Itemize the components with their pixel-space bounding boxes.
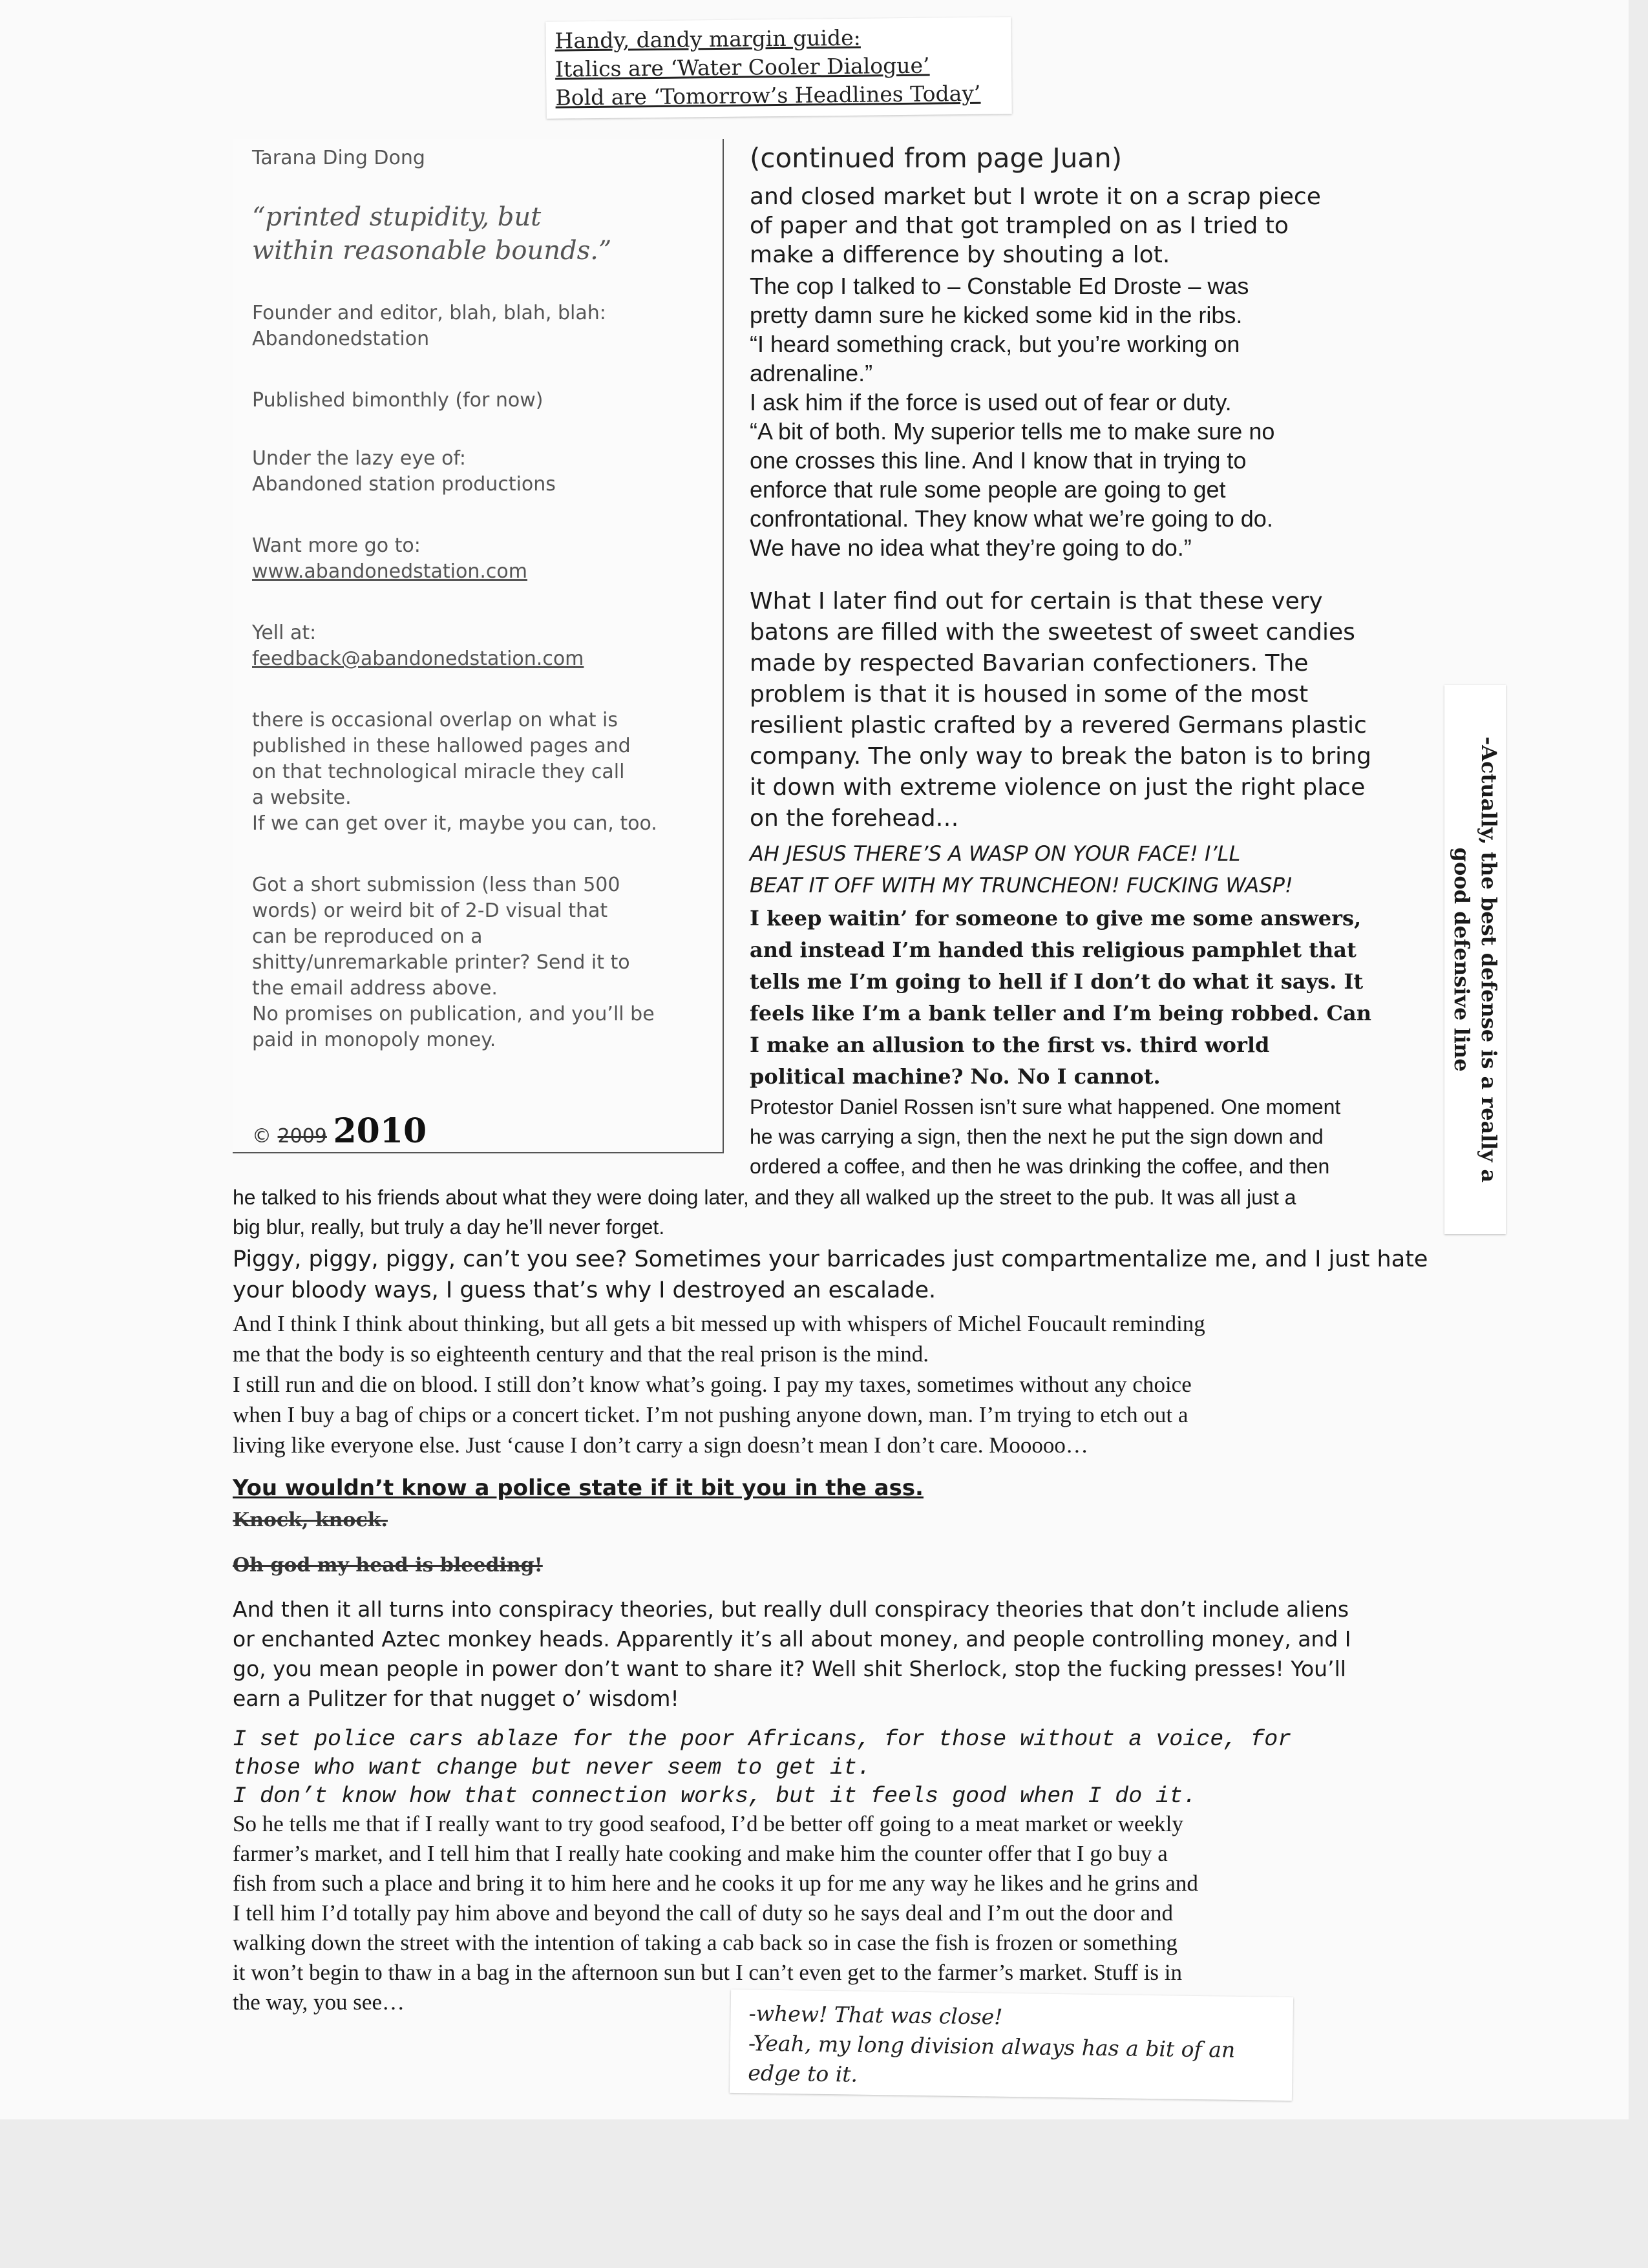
side-note-line-1: -Actually, the best defense is a really a [1476, 736, 1501, 1183]
article-col-e-headline [750, 903, 1415, 1093]
head-bleeding-struck: Oh god my head is bleeding! [233, 1554, 543, 1577]
article-col-d-shout [750, 838, 1415, 901]
masthead-tagline-1: “printed stupidity, but [252, 202, 542, 232]
col-b-line: “I heard something crack, but you’re working on [750, 331, 1240, 357]
section-g [233, 1244, 1428, 1306]
masthead-overlap-2: published in these hallowed pages and [252, 735, 631, 757]
section-h-line: And I think I think about thinking, but all gets a bit messed up with whispers of Michel Foucault reminding [233, 1311, 1205, 1336]
section-k-line: fish from such a place and bring it to him here and he cooks it up for me any way he likes and he grins and [233, 1871, 1198, 1896]
col-e-line: I make an allusion to the first vs. third world [750, 1033, 1270, 1057]
col-e-line: tells me I’m going to hell if I don’t do what it says. It [750, 969, 1364, 994]
margin-guide-scrap [545, 17, 1012, 119]
col-b-line: pretty damn sure he kicked some kid in the ribs. [750, 302, 1243, 328]
section-f2-line: big blur, really, but truly a day he’ll never forget. [233, 1215, 665, 1239]
col-b-line: The cop I talked to – Constable Ed Droste – was [750, 273, 1249, 299]
margin-guide-bold: Bold are ‘Tomorrow’s Headlines Today’ [555, 80, 981, 110]
masthead-yell-label: Yell at: [252, 622, 317, 644]
masthead-overlap-1: there is occasional overlap on what is [252, 709, 618, 731]
section-k-line: walking down the street with the intention of taking a cab back so in case the fish is frozen or something [233, 1930, 1178, 1955]
masthead-lazy-2: Abandoned station productions [252, 473, 556, 496]
margin-guide-italics: Italics are ‘Water Cooler Dialogue’ [555, 52, 930, 82]
police-state-line [233, 1473, 1415, 1503]
side-note-strip [1444, 685, 1506, 1234]
whew-line-2: -Yeah, my long division always has a bit of an [748, 2030, 1236, 2063]
masthead-submission-3: can be reproduced on a [252, 925, 483, 948]
col-b-line: I ask him if the force is used out of fear or duty. [750, 389, 1232, 415]
section-k-line: So he tells me that if I really want to try good seafood, I’d be better off going to a meat market or weekly [233, 1811, 1183, 1836]
article-col-c [750, 586, 1415, 834]
section-k-line: the way, you see… [233, 1990, 405, 2015]
whew-note-scrap [730, 1990, 1293, 2101]
col-d-line: AH JESUS THERE’S A WASP ON YOUR FACE! I’LL [750, 841, 1241, 866]
col-a-line: of paper and that got trampled on as I tried to [750, 213, 1289, 239]
col-f-line: he was carrying a sign, then the next he put the sign down and [750, 1125, 1324, 1148]
col-f-line: Protestor Daniel Rossen isn’t sure what happened. One moment [750, 1095, 1341, 1118]
col-c-line: company. The only way to break the baton is to bring [750, 743, 1371, 770]
side-note-line-2: good defensive line [1449, 847, 1474, 1072]
col-c-line: it down with extreme violence on just the right place [750, 774, 1366, 801]
section-f2 [233, 1182, 1415, 1242]
side-note-text [1448, 695, 1503, 1224]
col-b-line: one crosses this line. And I know that in trying to [750, 447, 1247, 474]
section-i-line: earn a Pulitzer for that nugget o’ wisdom! [233, 1686, 679, 1711]
col-b-line: enforce that rule some people are going to get [750, 476, 1226, 503]
masthead-name: Tarana Ding Dong [252, 147, 425, 169]
masthead-email-link[interactable]: feedback@abandonedstation.com [252, 647, 584, 670]
article-col-f [750, 1092, 1415, 1181]
knock-knock-struck: Knock, knock. [233, 1509, 388, 1531]
section-i-line: or enchanted Aztec monkey heads. Apparently it’s all about money, and people controlling money, and I [233, 1626, 1351, 1652]
col-c-line: What I later find out for certain is that these very [750, 588, 1323, 614]
masthead-submission-6: No promises on publication, and you’ll be [252, 1003, 655, 1025]
masthead-founder-1: Founder and editor, blah, blah, blah: [252, 302, 606, 324]
masthead-box [233, 139, 724, 1153]
masthead-submission-7: paid in monopoly money. [252, 1029, 496, 1051]
section-j-line: I don’t know how that connection works, but it feels good when I do it. [233, 1783, 1197, 1809]
continued-title: (continued from page Juan) [750, 142, 1123, 174]
margin-guide-title: Handy, dandy margin guide: [555, 25, 861, 54]
whew-line-3: edge to it. [748, 2060, 858, 2087]
col-b-line: confrontational. They know what we’re going to do. [750, 505, 1273, 532]
section-i-line: And then it all turns into conspiracy theories, but really dull conspiracy theories that don’t include aliens [233, 1597, 1349, 1622]
masthead-overlap-5: If we can get over it, maybe you can, too. [252, 812, 657, 835]
police-state-text: You wouldn’t know a police state if it bit you in the ass. [233, 1475, 924, 1501]
masthead-founder-2: Abandonedstation [252, 328, 430, 350]
col-e-line: feels like I’m a bank teller and I’m being robbed. Can [750, 1001, 1371, 1025]
section-k-line: it won’t begin to thaw in a bag in the afternoon sun but I can’t even get to the farmer’s market. Stuff is in [233, 1960, 1183, 1985]
col-b-line: adrenaline.” [750, 360, 873, 386]
masthead-submission-2: words) or weird bit of 2-D visual that [252, 899, 608, 922]
masthead-tagline-2: within reasonable bounds.” [252, 236, 612, 266]
section-k-line: I tell him I’d totally pay him above and beyond the call of duty so he says deal and I’m out the door and [233, 1900, 1174, 1926]
section-i-line: go, you mean people in power don’t want to share it? Well shit Sherlock, stop the fucking presses! You’ll [233, 1656, 1346, 1681]
col-c-line: on the forehead… [750, 805, 959, 832]
col-a-line: and closed market but I wrote it on a scrap piece [750, 184, 1321, 210]
section-h-line: when I buy a bag of chips or a concert ticket. I’m not pushing anyone down, man. I’m trying to etch out a [233, 1402, 1188, 1427]
section-j [233, 1725, 1415, 1811]
masthead-overlap-3: on that technological miracle they call [252, 761, 625, 783]
section-h-line: I still run and die on blood. I still don’t know what’s going. I pay my taxes, sometimes without any choice [233, 1372, 1192, 1397]
masthead-overlap-4: a website. [252, 786, 352, 809]
masthead-lazy-1: Under the lazy eye of: [252, 447, 467, 470]
copyright-symbol: © [252, 1125, 271, 1148]
masthead-submission-5: the email address above. [252, 977, 498, 1000]
col-c-line: batons are filled with the sweetest of sweet candies [750, 619, 1355, 646]
section-h-line: living like everyone else. Just ‘cause I don’t carry a sign doesn’t mean I don’t care. Mooooo… [233, 1433, 1088, 1458]
section-h [233, 1308, 1415, 1460]
section-k [233, 1809, 1415, 2017]
col-e-line: I keep waitin’ for someone to give me some answers, [750, 906, 1362, 930]
section-j-line: I set police cars ablaze for the poor Africans, for those without a voice, for [233, 1727, 1292, 1752]
section-k-line: farmer’s market, and I tell him that I really hate cooking and make him the counter offer that I go buy a [233, 1841, 1168, 1866]
col-c-line: problem is that it is housed in some of the most [750, 681, 1309, 708]
section-h-line: me that the body is so eighteenth century and that the real prison is the mind. [233, 1341, 929, 1367]
section-g-line: your bloody ways, I guess that’s why I destroyed an escalade. [233, 1277, 936, 1303]
masthead-submission-1: Got a short submission (less than 500 [252, 874, 620, 896]
copyright-old-year: 2009 [277, 1125, 327, 1148]
col-d-line: BEAT IT OFF WITH MY TRUNCHEON! FUCKING WASP! [750, 873, 1293, 898]
section-j-line: those who want change but never seem to get it. [233, 1755, 871, 1781]
masthead-website-link[interactable]: www.abandonedstation.com [252, 560, 527, 583]
col-c-line: made by respected Bavarian confectioners. The [750, 650, 1309, 677]
copyright-new-year: 2010 [333, 1111, 427, 1151]
copyright-line [252, 1111, 427, 1151]
section-f2-line: he talked to his friends about what they were doing later, and they all walked up the street to the pub. It was all just a [233, 1186, 1296, 1209]
col-c-line: resilient plastic crafted by a revered Germans plastic [750, 712, 1367, 739]
article-col-b [750, 271, 1415, 562]
col-e-line: and instead I’m handed this religious pamphlet that [750, 938, 1357, 962]
section-i [233, 1595, 1415, 1714]
col-b-line: “A bit of both. My superior tells me to make sure no [750, 418, 1275, 445]
whew-line-1: -whew! That was close! [748, 2000, 1003, 2030]
col-a-line: make a difference by shouting a lot. [750, 242, 1170, 268]
col-e-line: political machine? No. No I cannot. [750, 1064, 1161, 1089]
masthead-published: Published bimonthly (for now) [252, 389, 544, 412]
masthead-more-label: Want more go to: [252, 534, 421, 557]
section-g-line: Piggy, piggy, piggy, can’t you see? Sometimes your barricades just compartmentalize me, and I just hate [233, 1246, 1428, 1272]
col-f-line: ordered a coffee, and then he was drinking the coffee, and then [750, 1155, 1330, 1178]
article-col-a [750, 182, 1415, 269]
col-b-line: We have no idea what they’re going to do.” [750, 534, 1192, 561]
masthead-submission-4: shitty/unremarkable printer? Send it to [252, 951, 630, 974]
